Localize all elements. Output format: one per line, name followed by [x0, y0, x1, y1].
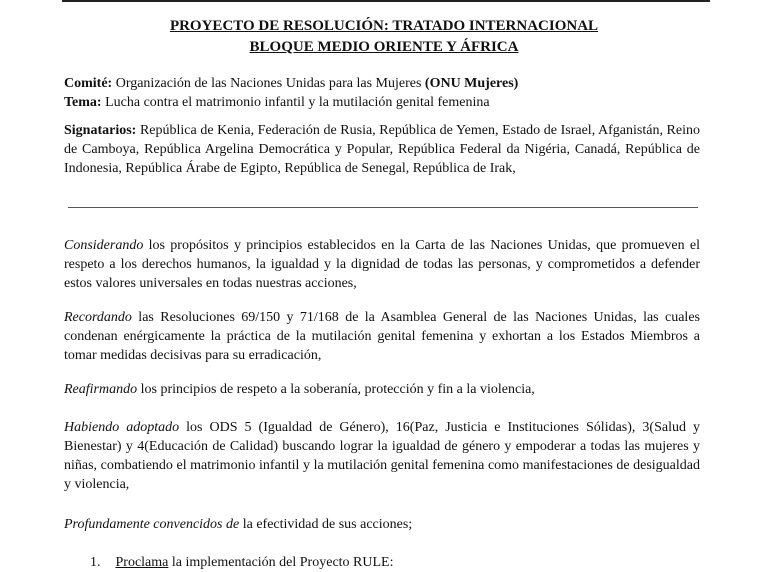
signatories-paragraph	[64, 121, 700, 178]
signatories-label: Signatarios:	[64, 123, 137, 138]
clause-lead: Habiendo adoptado	[64, 420, 180, 435]
list-number: 1.	[90, 555, 101, 570]
operative-clause-1	[90, 553, 393, 572]
operative-verb: Proclama	[115, 555, 169, 570]
top-rule	[62, 0, 710, 2]
operative-text: la implementación del Proyecto RULE:	[168, 555, 394, 570]
clause-text: los propósitos y principios establecidos en la Carta de las Naciones Unidas, que promueven el respeto a los derechos humanos, la igualdad y la dignidad de todas las personas, y comprometidos a defender estos valores universales en todas nuestras acciones,	[64, 238, 700, 291]
section-divider	[68, 207, 698, 208]
clause-profundamente-convencidos	[64, 515, 700, 534]
clause-text: los principios de respeto a la soberanía, protección y fin a la violencia,	[137, 382, 535, 397]
clause-lead: Profundamente convencidos de	[64, 517, 240, 532]
topic-label: Tema:	[64, 95, 102, 110]
committee-abbr: (ONU Mujeres)	[424, 76, 519, 91]
clause-lead: Considerando	[64, 238, 144, 253]
clause-lead: Reafirmando	[64, 382, 138, 397]
clause-reafirmando	[64, 380, 700, 399]
clause-text: las Resoluciones 69/150 y 71/168 de la Asamblea General de las Naciones Unidas, las cuales condenan enérgicamente la práctica de la mutilación genital femenina y exhortan a los Estados Miembros a tomar medidas decisivas para su erradicación,	[64, 310, 700, 363]
document-title-line-1: PROYECTO DE RESOLUCIÓN: TRATADO INTERNACIONAL	[169, 18, 599, 34]
committee-label: Comité:	[64, 76, 113, 91]
document-title-line-2: BLOQUE MEDIO ORIENTE Y ÁFRICA	[249, 39, 519, 55]
clause-text: los ODS 5 (Igualdad de Género), 16(Paz, Justicia e Instituciones Sólidas), 3(Salud y Bienestar) y 4(Educación de Calidad) buscando lograr la igualdad de género y empoderar a todas las mujeres y niñas, combatiendo el matrimonio infantil y la mutilación genital femenina como manifestaciones de desigualdad y violencia,	[64, 420, 700, 492]
clause-text: la efectividad de sus acciones;	[239, 517, 413, 532]
topic-line	[64, 93, 704, 112]
committee-line	[64, 74, 704, 93]
clause-habiendo-adoptado	[64, 418, 700, 494]
signatories-text: República de Kenia, Federación de Rusia, República de Yemen, Estado de Israel, Afganistán, Reino de Camboya, República Argelina Democrática y Popular, República Federal da Nigéria, Canadá, República de Indonesia, República Árabe de Egipto, República de Senegal, República de Irak,	[64, 123, 700, 176]
clause-recordando	[64, 308, 700, 365]
clause-considerando	[64, 236, 700, 293]
topic-text: Lucha contra el matrimonio infantil y la mutilación genital femenina	[105, 95, 490, 110]
clause-lead: Recordando	[64, 310, 132, 325]
committee-text: Organización de las Naciones Unidas para las Mujeres	[115, 76, 422, 91]
